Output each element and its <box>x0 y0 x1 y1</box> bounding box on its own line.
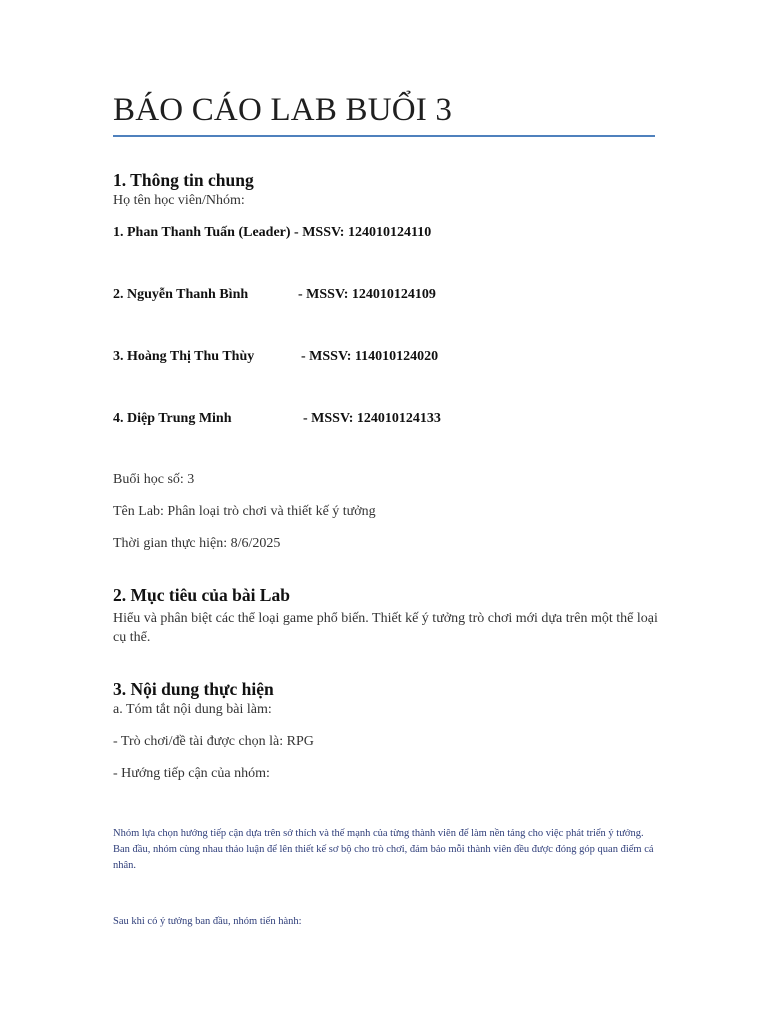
member-name: 4. Diệp Trung Minh <box>113 411 232 426</box>
member-3 <box>113 349 513 365</box>
member-mssv: - MSSV: 124010124109 <box>298 287 436 302</box>
lab-objective-text: Hiểu và phân biệt các thể loại game phổ biến. Thiết kế ý tưởng trò chơi mới dựa trên một thể loại cụ thể. <box>113 611 658 645</box>
lab-name: Tên Lab: Phân loại trò chơi và thiết kế ý tưởng <box>113 504 376 519</box>
member-mssv: - MSSV: 114010124020 <box>301 349 439 364</box>
summary-label: a. Tóm tắt nội dung bài làm: <box>113 702 272 717</box>
next-steps-intro: Sau khi có ý tưởng ban đầu, nhóm tiến hành: <box>113 916 302 927</box>
section-3-heading: 3. Nội dung thực hiện <box>113 679 274 699</box>
lab-date: Thời gian thực hiện: 8/6/2025 <box>113 536 281 551</box>
member-2 <box>113 287 513 303</box>
member-mssv: - MSSV: 124010124133 <box>303 411 441 426</box>
approach-label: - Hướng tiếp cận của nhóm: <box>113 766 270 781</box>
approach-description: Nhóm lựa chọn hướng tiếp cận dựa trên sở thích và thế mạnh của từng thành viên để làm nền tảng cho việc phát triển ý tưởng. Ban đầu, nhóm cùng nhau thảo luận để lên thiết kế sơ bộ cho trò chơi, đảm bảo mỗi thành viên đều được đóng góp quan điểm cá nhân. <box>113 828 654 871</box>
section-1-heading: 1. Thông tin chung <box>113 170 254 190</box>
document-title: BÁO CÁO LAB BUỔI 3 <box>113 92 453 128</box>
section-2-heading: 2. Mục tiêu của bài Lab <box>113 585 290 605</box>
chosen-topic: - Trò chơi/đề tài được chọn là: RPG <box>113 734 314 749</box>
member-4 <box>113 411 513 427</box>
member-mssv: - MSSV: 124010124110 <box>294 225 432 240</box>
title-underline <box>113 135 655 137</box>
member-name: 3. Hoàng Thị Thu Thùy <box>113 349 255 364</box>
members-label: Họ tên học viên/Nhóm: <box>113 193 245 208</box>
member-name: 2. Nguyễn Thanh Bình <box>113 287 249 302</box>
session-number: Buổi học số: 3 <box>113 472 195 487</box>
member-name: 1. Phan Thanh Tuấn (Leader) <box>113 225 291 240</box>
member-1 <box>113 225 431 241</box>
